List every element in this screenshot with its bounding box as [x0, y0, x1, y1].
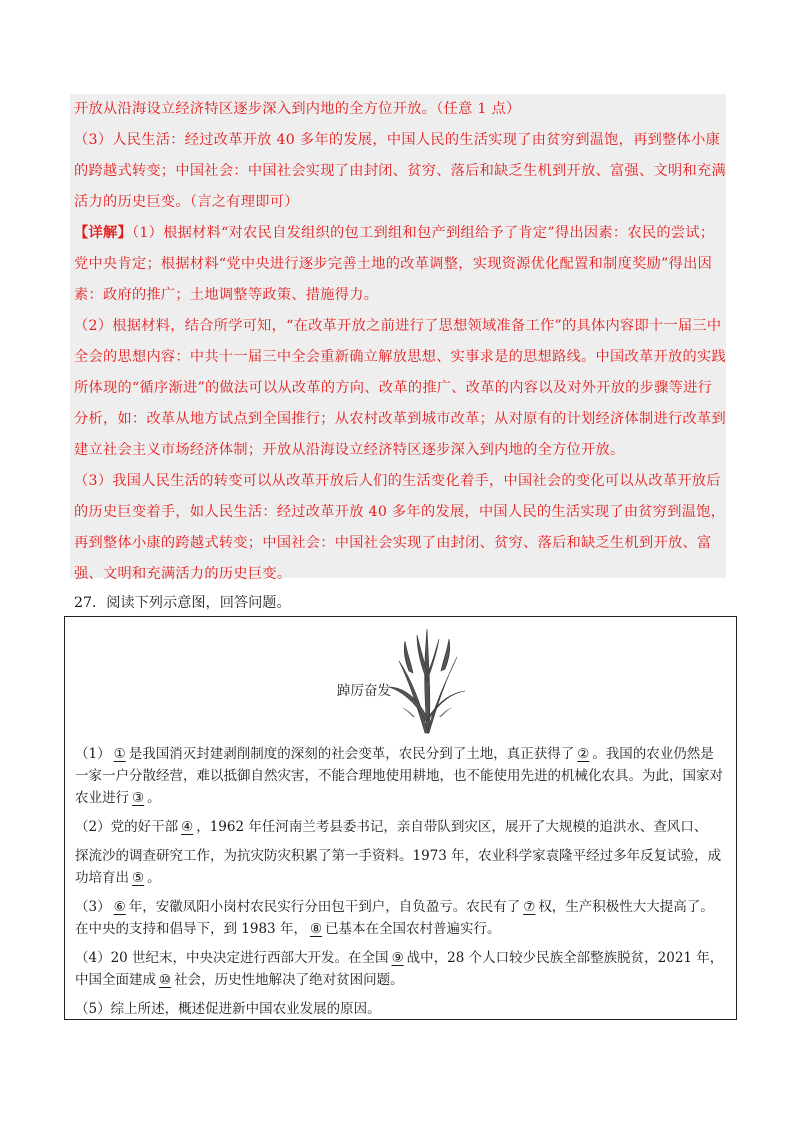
question-title: 27．阅读下列示意图，回答问题。	[74, 595, 291, 611]
q3-text-b: 权，生产积极性大大提高了。在中央的支持和倡导下，到 1983 年，	[75, 899, 714, 937]
q4-text-b: 战中，28 个人口较少民族全部整族脱贫，2021 年，中国全面建成	[75, 950, 724, 988]
answer-line-1: 开放从沿海设立经济特区逐步深入到内地的全方位开放。（任意 1 点）	[74, 101, 521, 117]
question-1	[75, 743, 725, 809]
question-5: （5）综上所述，概述促进新中国农业发展的原因。	[75, 1001, 381, 1017]
blank-6[interactable]: ⑥	[113, 899, 126, 915]
blank-4[interactable]: ④	[181, 819, 194, 835]
blank-10[interactable]: ⑩	[159, 972, 172, 988]
answer-line-3: （3）人民生活：经过改革开放 40 多年的发展，中国人民的生活实现了由贫穷到温饱，再到整体小康的跨越式转变；中国社会：中国社会实现了由封闭、贫穷、落后和缺乏生机到开放、富强、文明和充满活力的历史巨变。（言之有理即可）	[74, 132, 726, 210]
detail-paragraph-3: （3）我国人民生活的转变可以从改革开放后人们的生活变化着手，中国社会的变化可以从改革开放后的历史巨变着手，如人民生活：经过改革开放 40 多年的发展，中国人民的生活实现了由贫穷到温饱，再到整体小康的跨越式转变；中国社会：中国社会实现了由封闭、贫穷、落后和缺乏生机到开放、富强、文明和充满活力的历史巨变。	[74, 473, 726, 582]
q1-text-a: 是我国消灭封建剥削制度的深刻的社会变革，农民分到了土地，真正获得了	[128, 746, 575, 762]
blank-5[interactable]: ⑤	[132, 870, 145, 886]
blank-9[interactable]: ⑨	[391, 950, 404, 966]
q1-text-c: 。	[147, 790, 161, 806]
q4-text-c: 社会，历史性地解决了绝对贫困问题。	[174, 972, 404, 988]
wheat-plant-icon	[387, 621, 467, 737]
q3-text-c: 已基本在全国农村普遍实行。	[325, 921, 501, 937]
blank-1[interactable]: ①	[113, 746, 126, 762]
q3-text-a: 年，安徽凤阳小岗村农民实行分田包干到户，自负盈亏。农民有了	[128, 899, 521, 915]
blank-7[interactable]: ⑦	[523, 899, 536, 915]
blank-8[interactable]: ⑧	[309, 921, 323, 937]
q2-text-a: （2）党的好干部	[75, 819, 179, 835]
question-text	[75, 743, 725, 1027]
answer-section	[70, 94, 726, 582]
question-box	[64, 616, 737, 1020]
question-4	[75, 947, 725, 991]
question-3	[75, 896, 725, 940]
q4-text-a: （4）20 世纪末，中央决定进行西部大开发。在全国	[75, 950, 389, 966]
q1-text-b: 。我国的农业仍然是一家一户分散经营，难以抵御自然灾害，不能合理地使用耕地，也不能使用先进的机械化农具。为此，国家对农业进行	[75, 746, 723, 806]
detail-1-text: （1）根据材料“对农民自发组织的包工到组和包产到组给予了肯定”得出因素：农民的尝试；党中央肯定；根据材料“党中央进行逐步完善土地的改革调整，实现资源优化配置和制度奖励”得出因素：政府的推广；土地调整等政策、措施得力。	[74, 225, 715, 303]
question-2-cont	[75, 845, 725, 889]
q3-prefix: （3）	[75, 899, 111, 915]
blank-2[interactable]: ②	[577, 746, 590, 762]
blank-3[interactable]: ③	[132, 790, 145, 806]
detail-tag: 【详解】	[74, 225, 132, 241]
question-2	[75, 816, 725, 838]
figure-label: 踔厉奋发	[337, 683, 391, 699]
q2-text-d: 。	[147, 870, 161, 886]
q1-prefix: （1）	[75, 746, 111, 762]
detail-paragraph-1	[74, 218, 726, 311]
detail-paragraph-2: （2）根据材料，结合所学可知，“在改革开放之前进行了思想领域准备工作”的具体内容即十一届三中全会的思想内容：中共十一届三中全会重新确立解放思想、实事求是的思想路线。中国改革开放的实践所体现的“循序渐进”的做法可以从改革的方向、改革的推广、改革的内容以及对外开放的步骤等进行分析，如：改革从地方试点到全国推行；从农村改革到城市改革；从对原有的计划经济体制进行改革到建立社会主义市场经济体制；开放从沿海设立经济特区逐步深入到内地的全方位开放。	[74, 318, 726, 458]
q2-text-c: 探流沙的调查研究工作，为抗灾防灾积累了第一手资料。1973 年，农业科学家袁隆平经过多年反复试验，成功培育出	[75, 848, 722, 886]
q2-text-b: ，1962 年任河南兰考县委书记，亲自带队到灾区，展开了大规模的追洪水、查风口、	[196, 819, 708, 835]
